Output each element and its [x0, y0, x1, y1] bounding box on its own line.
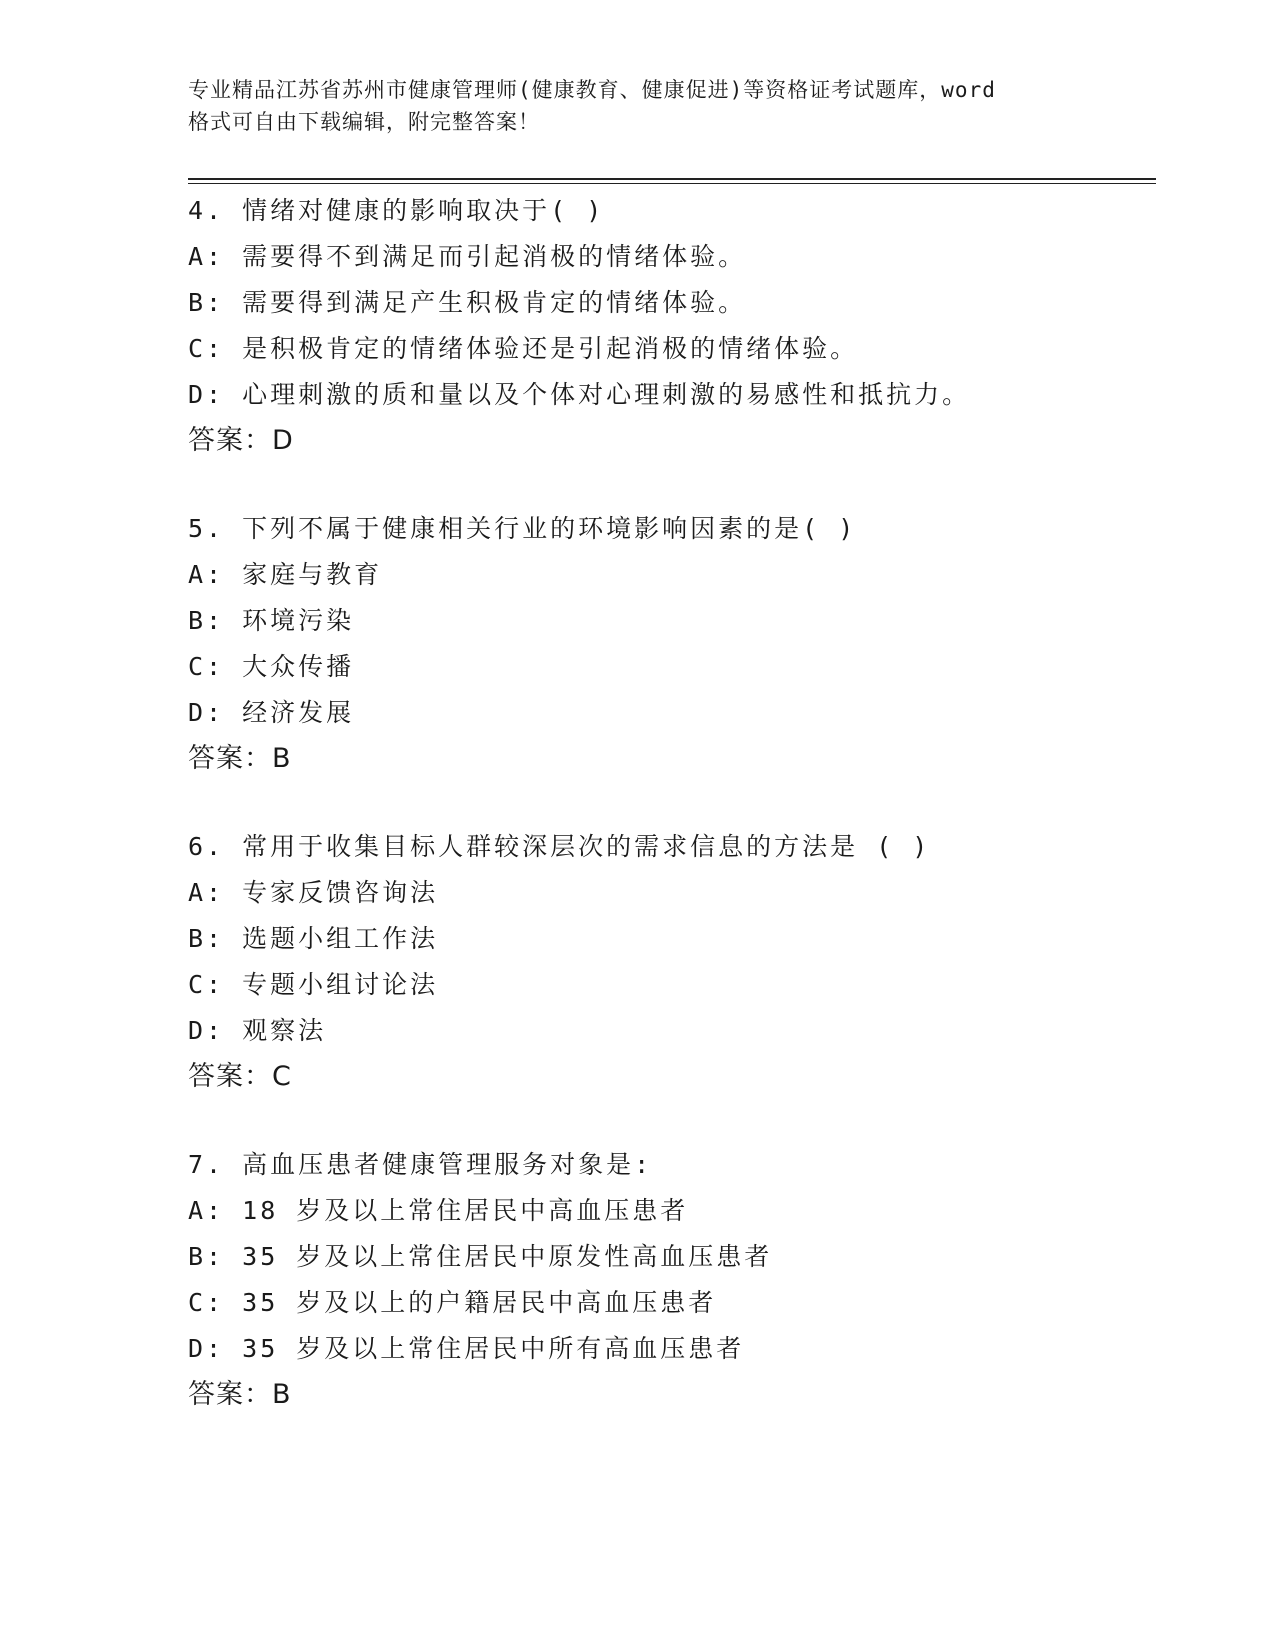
- option-d: D: 观察法: [188, 1016, 327, 1045]
- option-a: A: 18 岁及以上常住居民中高血压患者: [188, 1196, 689, 1225]
- option-d: D: 35 岁及以上常住居民中所有高血压患者: [188, 1334, 745, 1363]
- option-d: D: 心理刺激的质和量以及个体对心理刺激的易感性和抵抗力。: [188, 380, 971, 409]
- header-line-1: 专业精品江苏省苏州市健康管理师(健康教育、健康促进)等资格证考试题库，word: [188, 78, 996, 102]
- option-b: B: 需要得到满足产生积极肯定的情绪体验。: [188, 288, 747, 317]
- question-stem: 6. 常用于收集目标人群较深层次的需求信息的方法是 ( ): [188, 832, 931, 861]
- answer-label: 答案：B: [188, 743, 292, 774]
- option-c: C: 大众传播: [188, 652, 355, 681]
- question-stem: 7. 高血压患者健康管理服务对象是:: [188, 1150, 653, 1179]
- question-stem: 5. 下列不属于健康相关行业的环境影响因素的是( ): [188, 514, 857, 543]
- option-a: A: 家庭与教育: [188, 560, 383, 589]
- question-4: [188, 188, 1148, 464]
- option-b: B: 35 岁及以上常住居民中原发性高血压患者: [188, 1242, 773, 1271]
- question-7: [188, 1142, 1148, 1418]
- answer-label: 答案：D: [188, 425, 294, 456]
- answer-label: 答案：C: [188, 1061, 292, 1092]
- document-header: [188, 74, 1088, 138]
- option-c: C: 是积极肯定的情绪体验还是引起消极的情绪体验。: [188, 334, 859, 363]
- question-6: [188, 824, 1148, 1100]
- option-a: A: 需要得不到满足而引起消极的情绪体验。: [188, 242, 747, 271]
- option-a: A: 专家反馈咨询法: [188, 878, 439, 907]
- header-divider-thick: [188, 178, 1156, 180]
- question-stem: 4. 情绪对健康的影响取决于( ): [188, 196, 605, 225]
- question-5: [188, 506, 1148, 782]
- option-b: B: 环境污染: [188, 606, 355, 635]
- option-c: C: 专题小组讨论法: [188, 970, 439, 999]
- answer-label: 答案：B: [188, 1379, 292, 1410]
- header-line-2: 格式可自由下载编辑，附完整答案！: [188, 110, 540, 134]
- option-d: D: 经济发展: [188, 698, 355, 727]
- question-list: [188, 188, 1148, 1418]
- option-b: B: 选题小组工作法: [188, 924, 439, 953]
- header-divider-thin: [188, 183, 1156, 184]
- option-c: C: 35 岁及以上的户籍居民中高血压患者: [188, 1288, 717, 1317]
